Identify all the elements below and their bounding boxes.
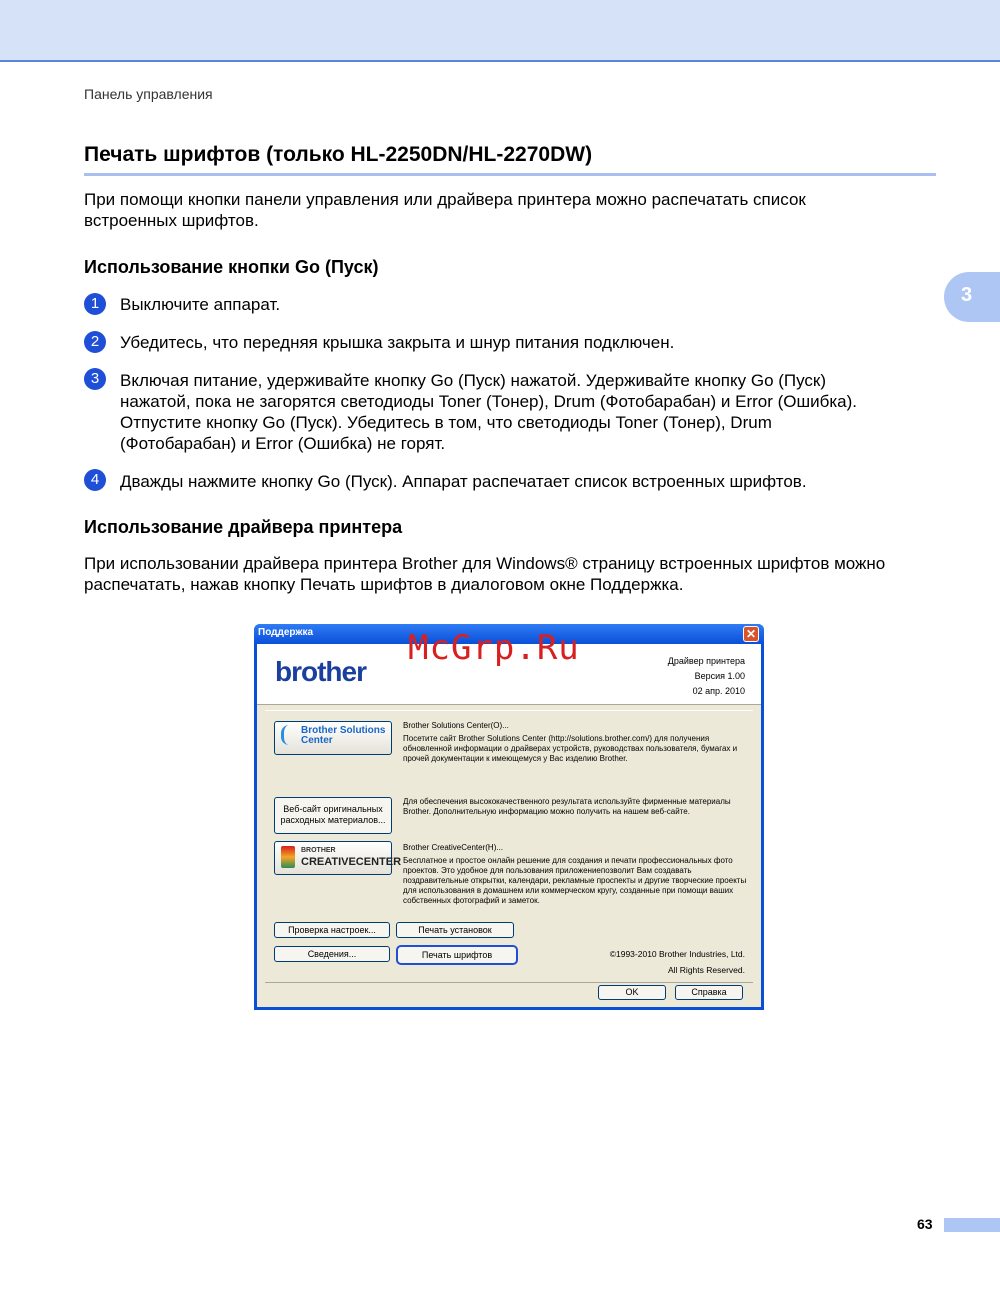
footer-bar (944, 1218, 1000, 1232)
ok-button[interactable]: OK (598, 985, 666, 1000)
rights-text: All Rights Reserved. (667, 965, 745, 975)
print-settings-button[interactable]: Печать установок (396, 922, 514, 938)
creative-center-label-1: BROTHER (301, 847, 336, 854)
step-3-line-4: (Фотобарабан) и Error (Ошибка) не горят. (120, 434, 446, 453)
section-title: Печать шрифтов (только HL-2250DN/HL-2270DW) (84, 143, 593, 166)
step-number: 4 (84, 469, 106, 491)
supplies-website-button[interactable] (274, 797, 392, 834)
step-3-line-2: нажатой, пока не загорятся светодиоды Toner (Тонер), Drum (Фотобарабан) и Error (Ошибка). (120, 392, 858, 411)
solutions-text: Посетите сайт Brother Solutions Center (http://solutions.brother.com/) для получения обновленной информации о драйверах устройств, руководствах пользователя, бумагах и прочей документации к имеющемуся у Вас изделию Brother. (403, 734, 738, 763)
driver-para-line-2: распечатать, нажав кнопку Печать шрифтов в диалоговом окне Поддержка. (84, 575, 684, 594)
supplies-button-line-2: расходных материалов... (280, 815, 386, 825)
step-1-text: Выключите аппарат. (120, 295, 281, 314)
subsection-title-driver: Использование драйвера принтера (84, 517, 403, 537)
info-button[interactable]: Сведения... (274, 946, 390, 962)
driver-para-line-1: При использовании драйвера принтера Brother для Windows® страницу встроенных шрифтов можно (84, 554, 886, 573)
help-button[interactable]: Справка (675, 985, 743, 1000)
creative-desc (403, 843, 748, 906)
solutions-center-button[interactable] (274, 721, 392, 755)
driver-date: 02 апр. 2010 (692, 686, 745, 696)
driver-info (668, 654, 745, 699)
step-3-line-1: Включая питание, удерживайте кнопку Go (Пуск) нажатой. Удерживайте кнопку Go (Пуск) (120, 371, 827, 390)
step-4-text: Дважды нажмите кнопку Go (Пуск). Аппарат распечатает список встроенных шрифтов. (120, 472, 807, 491)
title-rule (84, 173, 936, 176)
driver-version: Версия 1.00 (694, 671, 745, 681)
step-number: 2 (84, 331, 106, 353)
creative-center-button[interactable] (274, 841, 402, 875)
creative-text: Бесплатное и простое онлайн решение для создания и печати профессиональных фото проектов. Это удобное для пользования приложениепозволит Вам создавать поздравительные открытки, календари, рекламные проспекты и другие творческие проекты для использования в домашнем или коммерческом кругу, созданные при помощи ваших собственных фотографий и заметок. (403, 856, 747, 905)
links-group (265, 710, 753, 931)
page-number: 63 (917, 1216, 933, 1232)
solutions-title: Brother Solutions Center(O)... (403, 721, 509, 730)
creative-title: Brother CreativeCenter(H)... (403, 843, 504, 852)
chapter-tab (944, 272, 1000, 322)
running-header: Панель управления (84, 86, 213, 102)
driver-label: Драйвер принтера (667, 656, 745, 666)
creative-center-label-2: CREATIVECENTER (301, 856, 402, 868)
dialog-body (257, 644, 761, 1007)
intro-line-1: При помощи кнопки панели управления или драйвера принтера можно распечатать список (84, 190, 806, 209)
subsection-title-go: Использование кнопки Go (Пуск) (84, 257, 379, 277)
chapter-number: 3 (961, 284, 973, 306)
intro-line-2: встроенных шрифтов. (84, 211, 259, 230)
supplies-button-line-1: Веб-сайт оригинальных (283, 804, 383, 814)
dialog-separator (265, 982, 753, 983)
watermark: McGrp.Ru (408, 628, 580, 668)
step-number: 3 (84, 368, 106, 390)
print-fonts-button[interactable]: Печать шрифтов (396, 945, 518, 965)
supplies-desc: Для обеспечения высококачественного результата используйте фирменные материалы Brother. Дополнительную информацию можно получить на нашем веб-сайте. (403, 797, 731, 816)
step-3-line-3: Отпустите кнопку Go (Пуск). Убедитесь в том, что светодиоды Toner (Тонер), Drum (120, 413, 772, 432)
support-dialog (254, 624, 764, 1010)
solutions-center-label: Brother Solutions Center (301, 725, 386, 746)
brother-logo: brother (275, 656, 366, 687)
check-settings-button[interactable]: Проверка настроек... (274, 922, 390, 938)
step-number: 1 (84, 293, 106, 315)
step-2-text: Убедитесь, что передняя крышка закрыта и шнур питания подключен. (120, 333, 675, 352)
close-icon[interactable]: ✕ (743, 626, 759, 642)
top-band (0, 0, 1000, 62)
solutions-center-icon (281, 725, 300, 745)
copyright-block (610, 946, 745, 978)
dialog-title: Поддержка (258, 627, 314, 638)
creative-center-icon (281, 846, 295, 868)
copyright-text: ©1993-2010 Brother Industries, Ltd. (609, 949, 745, 959)
solutions-desc (403, 721, 748, 764)
